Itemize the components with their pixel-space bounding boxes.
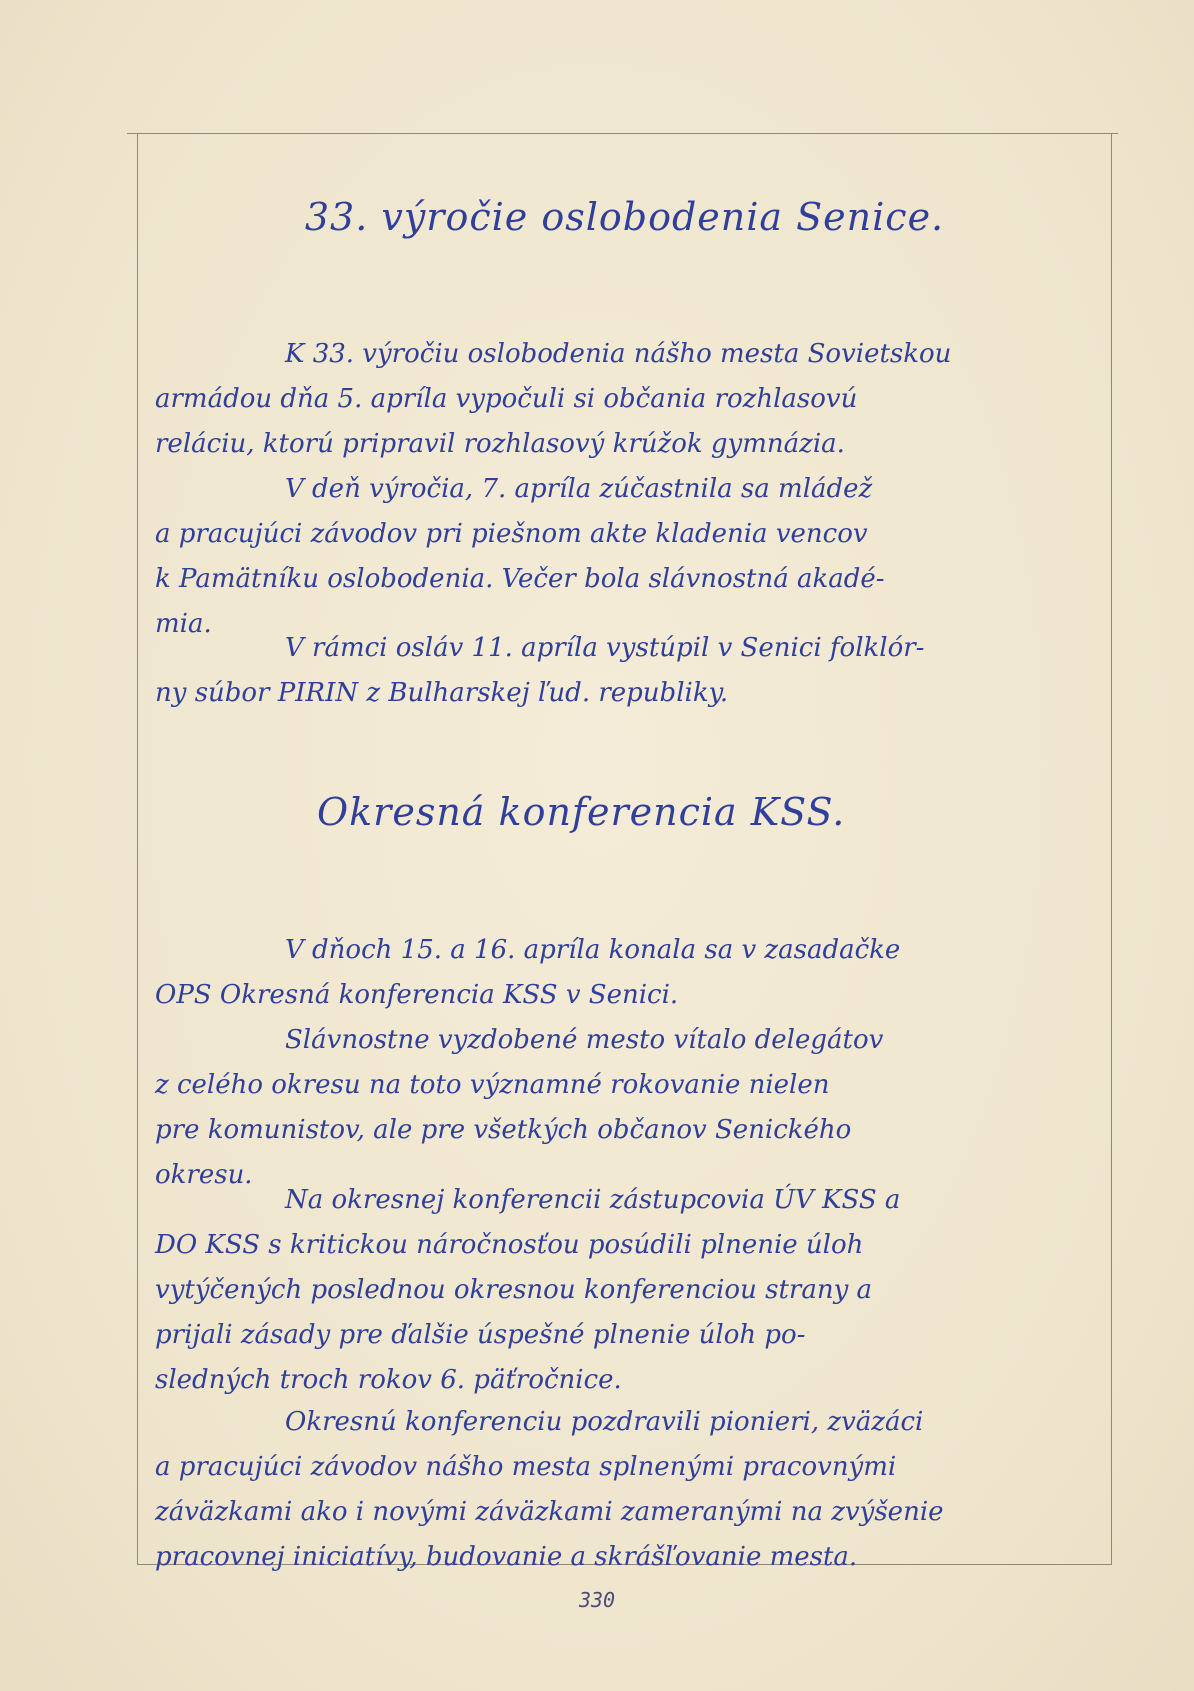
frame-tick-left: [127, 133, 139, 134]
text-line: okresu.: [155, 1160, 253, 1190]
text-line: Slávnostne vyzdobené mesto vítalo delegátov: [285, 1025, 884, 1055]
text-line: prijali zásady pre ďalšie úspešné plnenie úloh po-: [155, 1320, 806, 1350]
text-line: ny súbor PIRIN z Bulharskej ľud. republiky.: [155, 678, 729, 708]
paragraph-conference-dates: [155, 928, 1100, 1018]
text-line: a pracujúci závodov nášho mesta splnenými pracovnými: [155, 1452, 897, 1482]
text-line: V dňoch 15. a 16. apríla konala sa v zasadačke: [285, 935, 901, 965]
text-line: OPS Okresná konferencia KSS v Senici.: [155, 980, 679, 1010]
paragraph-folklore-ensemble: [155, 626, 1100, 716]
text-line: vytýčených poslednou okresnou konferenciou strany a: [155, 1275, 873, 1305]
paragraph-anniversary-day: [155, 467, 1100, 647]
text-line: sledných troch rokov 6. päťročnice.: [155, 1365, 622, 1395]
text-line: mia.: [155, 609, 212, 639]
text-line: K 33. výročiu oslobodenia nášho mesta Sovietskou: [285, 339, 952, 369]
text-line: k Pamätníku oslobodenia. Večer bola slávnostná akadé-: [155, 564, 885, 594]
frame-tick-right: [1106, 133, 1118, 134]
section-heading-liberation: 33. výročie oslobodenia Senice.: [304, 195, 945, 239]
text-line: V deň výročia, 7. apríla zúčastnila sa mládež: [285, 474, 873, 504]
text-line: záväzkami ako i novými záväzkami zameranými na zvýšenie: [155, 1497, 944, 1527]
paragraph-greetings: [155, 1400, 1100, 1580]
text-line: DO KSS s kritickou náročnosťou posúdili plnenie úloh: [155, 1230, 864, 1260]
paragraph-conference-review: [155, 1178, 1100, 1403]
paragraph-radio-broadcast: [155, 332, 1100, 467]
text-line: armádou dňa 5. apríla vypočuli si občania rozhlasovú: [155, 384, 858, 414]
text-line: pracovnej iniciatívy, budovanie a skrášľovanie mesta.: [155, 1542, 858, 1572]
text-line: V rámci osláv 11. apríla vystúpil v Senici folklór-: [285, 633, 925, 663]
section-heading-conference: Okresná konferencia KSS.: [317, 790, 846, 834]
page-number: 330: [578, 1588, 616, 1612]
text-line: a pracujúci závodov pri piešnom akte kladenia vencov: [155, 519, 868, 549]
text-line: Okresnú konferenciu pozdravili pionieri, zväzáci: [285, 1407, 924, 1437]
text-line: z celého okresu na toto významné rokovanie nielen: [155, 1070, 830, 1100]
paragraph-decorated-town: [155, 1018, 1100, 1198]
text-line: pre komunistov, ale pre všetkých občanov Senického: [155, 1115, 852, 1145]
text-line: reláciu, ktorú pripravil rozhlasový krúžok gymnázia.: [155, 429, 845, 459]
text-line: Na okresnej konferencii zástupcovia ÚV KSS a: [285, 1185, 901, 1215]
